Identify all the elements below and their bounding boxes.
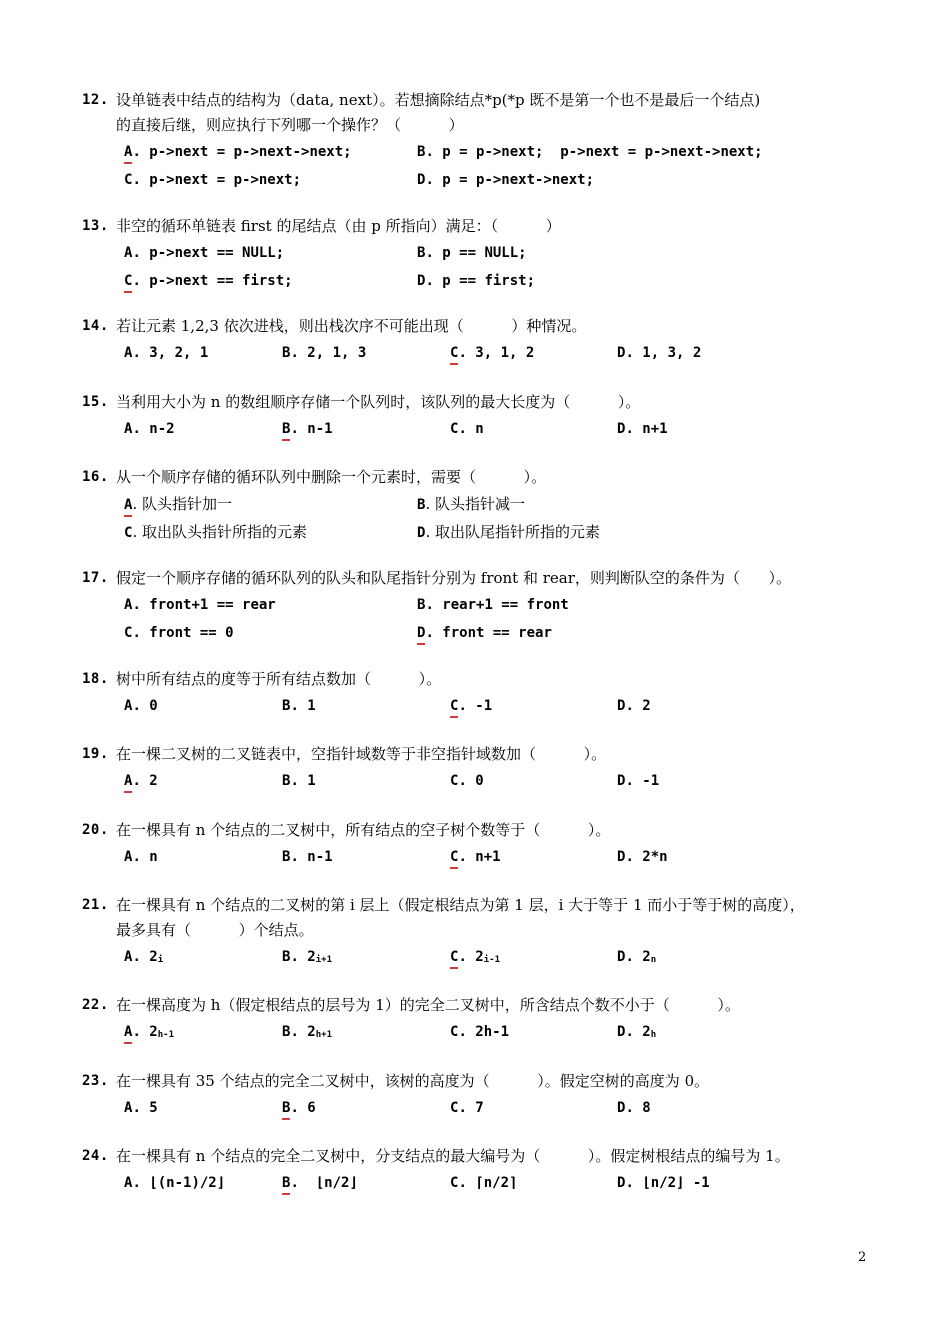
options-row [82,945,882,971]
option-letter: D [617,849,626,865]
option-exponent: h+1 [315,1030,332,1040]
option-text: . p = p->next; p->next = p->next->next; [425,144,763,160]
option-letter: B [282,1099,290,1120]
option-letter: D [617,1100,626,1116]
option-letter: A [124,421,133,437]
option-letter: C [450,1100,459,1116]
option-letter: B [417,144,426,160]
question-stem [82,465,882,490]
option-c [450,1171,517,1196]
option-letter: A [124,143,132,164]
question-13 [82,214,882,294]
option-d [417,269,535,294]
option-exponent: i [157,955,164,965]
question-stem [82,1069,882,1094]
question-stem [82,566,882,591]
option-text: . n [132,849,158,865]
option-letter: B [282,773,291,789]
option-text: . 2*n [625,849,668,865]
option-letter: A [124,1175,133,1191]
option-text: . 1 [290,773,316,789]
question-24 [82,1144,882,1197]
question-number: 14. [82,318,109,334]
option-d [617,945,656,973]
option-a [124,341,208,366]
option-text: . p->next = p->next; [132,171,302,188]
option-d [617,1171,710,1196]
option-b [282,417,333,442]
options-row [82,1171,882,1197]
options-row [82,694,882,720]
option-text: . 2 [458,1024,484,1040]
option-b [282,945,332,973]
option-b [282,769,316,794]
option-c [450,417,484,442]
question-17 [82,566,882,646]
option-letter: C [124,272,132,293]
option-d [617,417,668,442]
option-text: . ⌊(n-1)/2⌋ [132,1175,226,1191]
option-text: . 7 [458,1100,484,1116]
question-number: 23. [82,1073,109,1089]
option-text: . -1 [458,698,493,714]
question-text-line1: 在一棵具有 35 个结点的完全二叉树中，该树的高度为（ ）。假定空树的高度为 0。 [116,1072,710,1090]
question-23 [82,1069,882,1122]
option-text: . 取出队尾指针所指的元素 [425,522,600,541]
question-15 [82,390,882,443]
option-text: . 取出队头指针所指的元素 [132,522,307,541]
option-text: . rear+1 == front [425,597,569,613]
option-letter: C [450,948,458,969]
option-letter: B [282,420,290,441]
question-text-line1: 在一棵具有 n 个结点的二叉树的第 i 层上（假定根结点为第 1 层，i 大于等于 1 而小于等于树的高度）， [116,896,805,914]
option-text: . 2 [625,949,651,965]
option-c [450,845,501,870]
option-a [124,140,352,165]
option-text: . p->next = p->next->next; [132,144,352,160]
option-letter: A [124,496,132,517]
option-text: . 2 [458,949,484,965]
question-number: 22. [82,997,109,1013]
option-letter: A [124,345,133,361]
options-row [82,845,882,871]
question-16 [82,465,882,545]
option-c [450,1096,484,1121]
option-c [450,769,484,794]
question-stem [82,214,882,239]
option-text: . p->next == first; [132,272,293,289]
question-stem [82,742,882,767]
option-exponent: i-1 [483,955,500,965]
option-letter: C [450,1175,459,1191]
option-letter: B [417,597,426,613]
option-tail: -1 [492,1024,510,1040]
option-letter: B [282,849,291,865]
option-text: . 2 [132,773,158,789]
option-b [417,241,527,266]
option-c [124,269,293,294]
question-number: 12. [82,92,109,108]
option-c [124,520,307,546]
question-stem [82,818,882,843]
option-letter: A [124,772,132,793]
question-text-line1: 在一棵具有 n 个结点的二叉树中，所有结点的空子树个数等于（ ）。 [116,821,611,839]
options-row-1 [82,140,882,166]
question-stem [82,993,882,1018]
question-19 [82,742,882,795]
option-text: . ⌊n/2⌋ -1 [625,1175,710,1191]
option-letter: B [282,345,291,361]
question-text-line1: 设单链表中结点的结构为（data, next）。若想摘除结点*p(*p 既不是第一个也不是最后一个结点) [116,91,761,109]
options-row [82,1020,882,1046]
option-text: . 队头指针加一 [132,495,232,513]
option-d [617,1020,656,1048]
question-text-line1: 在一棵二叉树的二叉链表中，空指针域数等于非空指针域数加（ ）。 [116,745,607,763]
question-number: 19. [82,746,109,762]
option-text: . 2 [132,1024,158,1040]
option-text: . n-1 [290,849,333,865]
question-21 [82,893,882,971]
question-22 [82,993,882,1046]
option-d [617,694,651,719]
option-letter: C [450,344,458,365]
question-number: 20. [82,822,109,838]
question-20 [82,818,882,871]
option-text: . 2 [290,949,316,965]
option-text: . 1 [290,698,316,714]
option-c [450,341,534,366]
question-text-line1: 树中所有结点的度等于所有结点数加（ ）。 [116,670,442,688]
options-row [82,341,882,367]
option-exponent: h [483,1024,493,1040]
question-stem [82,893,882,943]
question-text-line2: 最多具有（ ）个结点。 [116,921,314,939]
option-letter: D [617,949,626,965]
option-b [417,492,525,518]
option-text: . n-2 [132,421,175,437]
option-letter: C [124,171,133,188]
option-text: . n+1 [625,421,668,437]
option-c [450,694,492,719]
option-letter: C [124,624,133,641]
options-row-2 [82,269,882,295]
options-row-2 [82,621,882,647]
question-stem [82,667,882,692]
option-c [124,621,234,646]
option-letter: A [124,949,133,965]
option-a [124,694,158,719]
option-letter: B [417,497,426,513]
option-b [282,1020,332,1048]
question-text-line1: 当利用大小为 n 的数组顺序存储一个队列时，该队列的最大长度为（ ）。 [116,393,641,411]
question-stem [82,390,882,415]
option-text: . p == first; [425,272,536,289]
option-a [124,1171,225,1196]
option-b [282,694,316,719]
option-letter: A [124,1100,133,1116]
option-exponent: h [650,1030,657,1040]
options-row-1 [82,241,882,267]
option-letter: D [617,1024,626,1040]
options-row-1 [82,593,882,619]
option-text: . -1 [625,773,660,789]
option-text: . ⌊n/2⌋ [290,1175,358,1191]
option-exponent: h-1 [157,1030,174,1040]
option-text: . 6 [290,1100,316,1116]
option-d [617,845,668,870]
question-text-line1: 若让元素 1,2,3 依次进栈，则出栈次序不可能出现（ ）种情况。 [116,317,587,335]
option-letter: B [282,949,291,965]
option-letter: D [617,773,626,789]
option-letter: C [450,848,458,869]
option-text: . p->next == NULL; [132,245,285,261]
question-number: 18. [82,671,109,687]
option-c [450,1020,509,1045]
option-letter: A [124,1023,132,1044]
option-letter: B [282,698,291,714]
question-stem [82,314,882,339]
question-stem [82,88,882,138]
option-letter: C [450,421,459,437]
options-row-2 [82,520,882,546]
question-number: 24. [82,1148,109,1164]
option-a [124,945,163,973]
option-text: . 2 [132,949,158,965]
option-a [124,1096,158,1121]
option-a [124,769,158,794]
option-letter: D [617,1175,626,1191]
option-text: . p == NULL; [425,245,527,261]
option-b [417,140,763,165]
option-b [282,1171,358,1196]
option-text: . 2, 1, 3 [290,345,367,361]
question-number: 15. [82,394,109,410]
option-d [617,769,659,794]
option-text: . 0 [132,698,158,714]
option-letter: D [417,624,425,645]
option-b [417,593,569,618]
option-d [417,520,600,546]
option-text: . 8 [625,1100,651,1116]
option-letter: A [124,245,133,261]
options-row [82,769,882,795]
question-number: 16. [82,469,109,485]
option-text: . front == 0 [132,624,234,641]
option-letter: B [282,1174,290,1195]
option-letter: B [282,1024,291,1040]
option-a [124,241,284,266]
option-d [417,168,594,193]
option-c [124,168,301,193]
question-text-line1: 在一棵具有 n 个结点的完全二叉树中，分支结点的最大编号为（ ）。假定树根结点的编号为 1。 [116,1147,790,1165]
option-text: . 1, 3, 2 [625,345,702,361]
question-14 [82,314,882,367]
option-text: . 2 [290,1024,316,1040]
option-letter: C [450,773,459,789]
option-text: . n [458,421,484,437]
option-text: . 3, 2, 1 [132,345,209,361]
option-text: . 3, 1, 2 [458,345,535,361]
question-12 [82,88,882,193]
option-d [617,341,701,366]
option-text: . 0 [458,773,484,789]
question-text-line1: 从一个顺序存储的循环队列中删除一个元素时，需要（ ）。 [116,468,547,486]
option-letter: C [450,697,458,718]
option-text: . n-1 [290,421,333,437]
options-row [82,417,882,443]
option-letter: D [617,698,626,714]
option-d [417,621,552,646]
option-letter: C [450,1024,459,1040]
option-text: . 2 [625,1024,651,1040]
option-letter: C [124,524,133,541]
question-text-line1: 在一棵高度为 h（假定根结点的层号为 1）的完全二叉树中，所含结点个数不小于（ ）。 [116,996,740,1014]
option-letter: B [417,245,426,261]
option-a [124,417,175,442]
option-b [282,845,333,870]
option-letter: D [417,272,426,289]
question-text-line1: 非空的循环单链表 first 的尾结点（由 p 所指向）满足：（ ） [116,217,561,235]
question-text-line1: 假定一个顺序存储的循环队列的队头和队尾指针分别为 front 和 rear，则判断队空的条件为（ ）。 [116,569,792,587]
question-text-line2: 的直接后继，则应执行下列哪一个操作？（ ） [116,116,464,134]
option-text: . ⌈n/2⌉ [458,1175,518,1191]
options-row-2 [82,168,882,194]
option-text: . 5 [132,1100,158,1116]
option-a [124,845,158,870]
option-letter: D [417,171,426,188]
options-row-1 [82,492,882,518]
question-number: 17. [82,570,109,586]
option-text: . 队头指针减一 [425,495,525,513]
option-text: . front == rear [425,624,552,641]
option-d [617,1096,651,1121]
option-letter: D [617,345,626,361]
option-text: . 2 [625,698,651,714]
option-letter: A [124,597,133,613]
option-a [124,593,276,618]
option-c [450,945,500,973]
option-text: . p = p->next->next; [425,171,595,188]
option-exponent: i+1 [315,955,332,965]
question-number: 21. [82,897,109,913]
option-text: . front+1 == rear [132,597,276,613]
question-18 [82,667,882,720]
option-text: . n+1 [458,849,501,865]
question-stem [82,1144,882,1169]
option-b [282,1096,316,1121]
options-row [82,1096,882,1122]
page-number: 2 [858,1250,867,1265]
option-letter: A [124,849,133,865]
option-letter: D [417,524,426,541]
option-letter: D [617,421,626,437]
option-b [282,341,366,366]
option-letter: A [124,698,133,714]
question-number: 13. [82,218,109,234]
option-a [124,1020,174,1048]
option-exponent: n [650,955,657,965]
option-a [124,492,232,518]
